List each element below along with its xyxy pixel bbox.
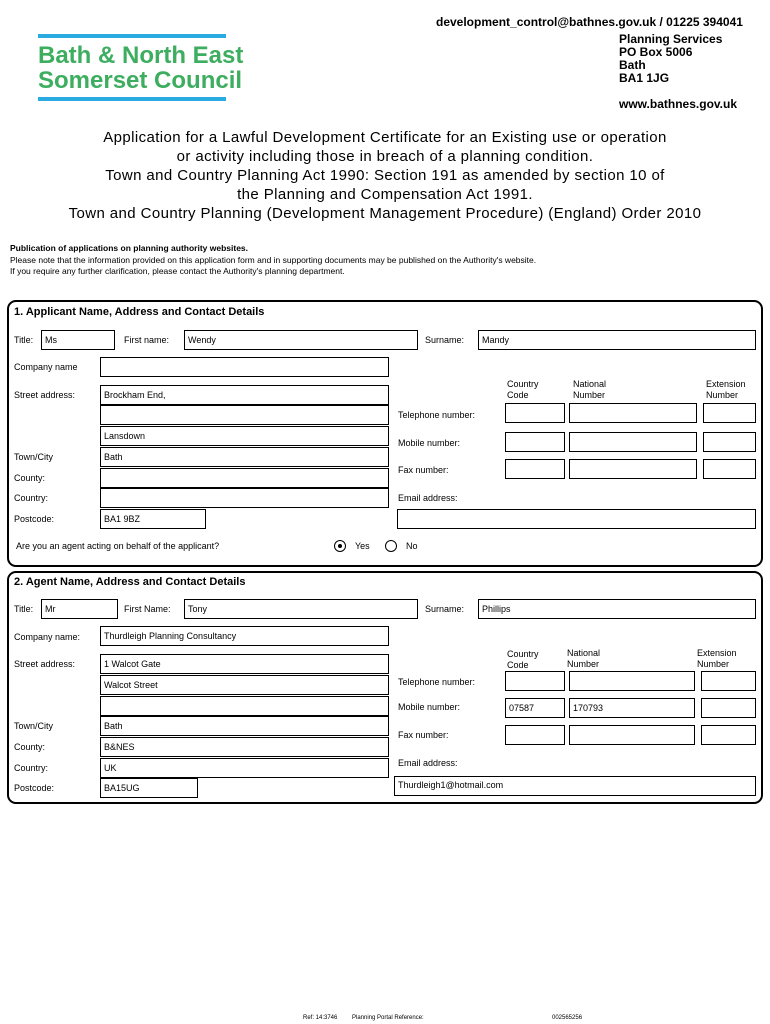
applicant-fax-code-field[interactable] — [505, 459, 565, 479]
fax-label: Fax number: — [398, 465, 449, 475]
agent-company-label: Company name: — [14, 632, 81, 642]
logo-line-2: Somerset Council — [38, 67, 243, 94]
applicant-town-field[interactable]: Bath — [100, 447, 389, 467]
agent-fax-ext-field[interactable] — [701, 725, 756, 745]
applicant-postcode-field[interactable]: BA1 9BZ — [100, 509, 206, 529]
applicant-email-field[interactable] — [397, 509, 756, 529]
footer-portal-label: Planning Portal Reference: — [352, 1015, 424, 1021]
notice-heading: Publication of applications on planning authority websites. — [10, 243, 249, 253]
agent-title-field[interactable]: Mr — [41, 599, 118, 619]
telephone-label: Telephone number: — [398, 410, 476, 420]
mobile-label: Mobile number: — [398, 438, 461, 448]
agent-title-label: Title: — [14, 604, 34, 614]
agent-street-3-field[interactable] — [100, 696, 389, 716]
address-line-4: BA1 1JG — [619, 71, 670, 85]
agent-county-label: County: — [14, 742, 46, 752]
agent-mobile-label: Mobile number: — [398, 702, 461, 712]
form-title-line-4: the Planning and Compensation Act 1991. — [237, 186, 533, 203]
applicant-mobile-code-field[interactable] — [505, 432, 565, 452]
address-line-1: Planning Services — [619, 32, 723, 46]
agent-surname-field[interactable]: Phillips — [478, 599, 756, 619]
agent-country-field[interactable]: UK — [100, 758, 389, 778]
address-line-3: Bath — [619, 58, 646, 72]
applicant-title-field[interactable]: Ms — [41, 330, 115, 350]
applicant-tel-ext-field[interactable] — [703, 403, 756, 423]
applicant-street-2-field[interactable] — [100, 405, 389, 425]
applicant-first-name-field[interactable]: Wendy — [184, 330, 418, 350]
country-label: Country: — [14, 493, 49, 503]
applicant-surname-field[interactable]: Mandy — [478, 330, 756, 350]
agent-fax-number-field[interactable] — [569, 725, 695, 745]
company-label: Company name — [14, 362, 78, 372]
applicant-mobile-ext-field[interactable] — [703, 432, 756, 452]
town-label: Town/City — [14, 452, 54, 462]
footer-ref: Ref: 14:3746 — [303, 1015, 338, 1021]
agent-no-radio[interactable] — [385, 540, 397, 552]
applicant-street-1-field[interactable]: Brockham End, — [100, 385, 389, 405]
agent-fax-code-field[interactable] — [505, 725, 565, 745]
section-2-heading: 2. Agent Name, Address and Contact Details — [14, 576, 246, 588]
agent-yes-label: Yes — [355, 541, 370, 551]
agent-town-field[interactable]: Bath — [100, 716, 389, 736]
applicant-fax-ext-field[interactable] — [703, 459, 756, 479]
logo-bottom-bar — [38, 97, 226, 101]
address-line-2: PO Box 5006 — [619, 45, 693, 59]
agent-company-field[interactable]: Thurdleigh Planning Consultancy — [100, 626, 389, 646]
website-link[interactable]: www.bathnes.gov.uk — [619, 97, 738, 111]
county-label: County: — [14, 473, 46, 483]
agent-street-1-field[interactable]: 1 Walcot Gate — [100, 654, 389, 674]
agent-first-name-field[interactable]: Tony — [184, 599, 418, 619]
form-title-line-2: or activity including those in breach of a planning condition. — [176, 148, 594, 165]
agent-no-label: No — [406, 541, 418, 551]
agent-email-field[interactable]: Thurdleigh1@hotmail.com — [394, 776, 756, 796]
street-address-label: Street address: — [14, 390, 76, 400]
title-label: Title: — [14, 335, 34, 345]
first-name-label: First name: — [124, 335, 170, 345]
email-label: Email address: — [398, 493, 458, 503]
agent-tel-ext-field[interactable] — [701, 671, 756, 691]
agent-fax-label: Fax number: — [398, 730, 449, 740]
header-contact: development_control@bathnes.gov.uk / 01225 394041 — [436, 15, 743, 29]
agent-telephone-label: Telephone number: — [398, 677, 476, 687]
applicant-tel-code-field[interactable] — [505, 403, 565, 423]
agent-town-label: Town/City — [14, 721, 54, 731]
applicant-country-field[interactable] — [100, 488, 389, 508]
applicant-company-field[interactable] — [100, 357, 389, 377]
agent-county-field[interactable]: B&NES — [100, 737, 389, 757]
agent-first-name-label: First Name: — [124, 604, 171, 614]
surname-label: Surname: — [425, 335, 465, 345]
agent-mobile-code-field[interactable]: 07587 — [505, 698, 565, 718]
agent-street-label: Street address: — [14, 659, 76, 669]
logo-line-1: Bath & North East — [38, 42, 244, 69]
agent-postcode-label: Postcode: — [14, 783, 55, 793]
agent-surname-label: Surname: — [425, 604, 465, 614]
agent-country-label: Country: — [14, 763, 49, 773]
applicant-mobile-number-field[interactable] — [569, 432, 697, 452]
applicant-fax-number-field[interactable] — [569, 459, 697, 479]
applicant-tel-number-field[interactable] — [569, 403, 697, 423]
section-1-heading: 1. Applicant Name, Address and Contact Details — [14, 306, 265, 318]
agent-street-2-field[interactable]: Walcot Street — [100, 675, 389, 695]
agent-extension-number-header: Extension Number — [697, 648, 737, 669]
notice-line-1: Please note that the information provided on this application form and in supporting documents may be published on the Authority's website. — [10, 255, 537, 265]
national-number-header: National Number — [573, 379, 607, 400]
agent-email-label: Email address: — [398, 758, 458, 768]
form-title-line-3: Town and Country Planning Act 1990: Section 191 as amended by section 10 of — [105, 167, 665, 184]
postcode-label: Postcode: — [14, 514, 55, 524]
agent-yes-radio[interactable] — [334, 540, 346, 552]
applicant-street-3-field[interactable]: Lansdown — [100, 426, 389, 446]
agent-mobile-number-field[interactable]: 170793 — [569, 698, 695, 718]
footer-portal-ref: 002565256 — [552, 1015, 583, 1021]
extension-number-header: Extension Number — [706, 379, 746, 400]
logo-top-bar — [38, 34, 226, 38]
agent-mobile-ext-field[interactable] — [701, 698, 756, 718]
agent-postcode-field[interactable]: BA15UG — [100, 778, 198, 798]
agent-country-code-header: Country Code — [507, 649, 539, 670]
agent-national-number-header: National Number — [567, 648, 601, 669]
notice-line-2: If you require any further clarification, please contact the Authority's planning department. — [10, 266, 345, 276]
country-code-header: Country Code — [507, 379, 539, 400]
form-title-line-1: Application for a Lawful Development Certificate for an Existing use or operation — [103, 129, 667, 146]
agent-tel-number-field[interactable] — [569, 671, 695, 691]
form-title-line-5: Town and Country Planning (Development Management Procedure) (England) Order 2010 — [68, 205, 702, 222]
agent-question: Are you an agent acting on behalf of the applicant? — [16, 541, 220, 551]
agent-tel-code-field[interactable] — [505, 671, 565, 691]
applicant-county-field[interactable] — [100, 468, 389, 488]
